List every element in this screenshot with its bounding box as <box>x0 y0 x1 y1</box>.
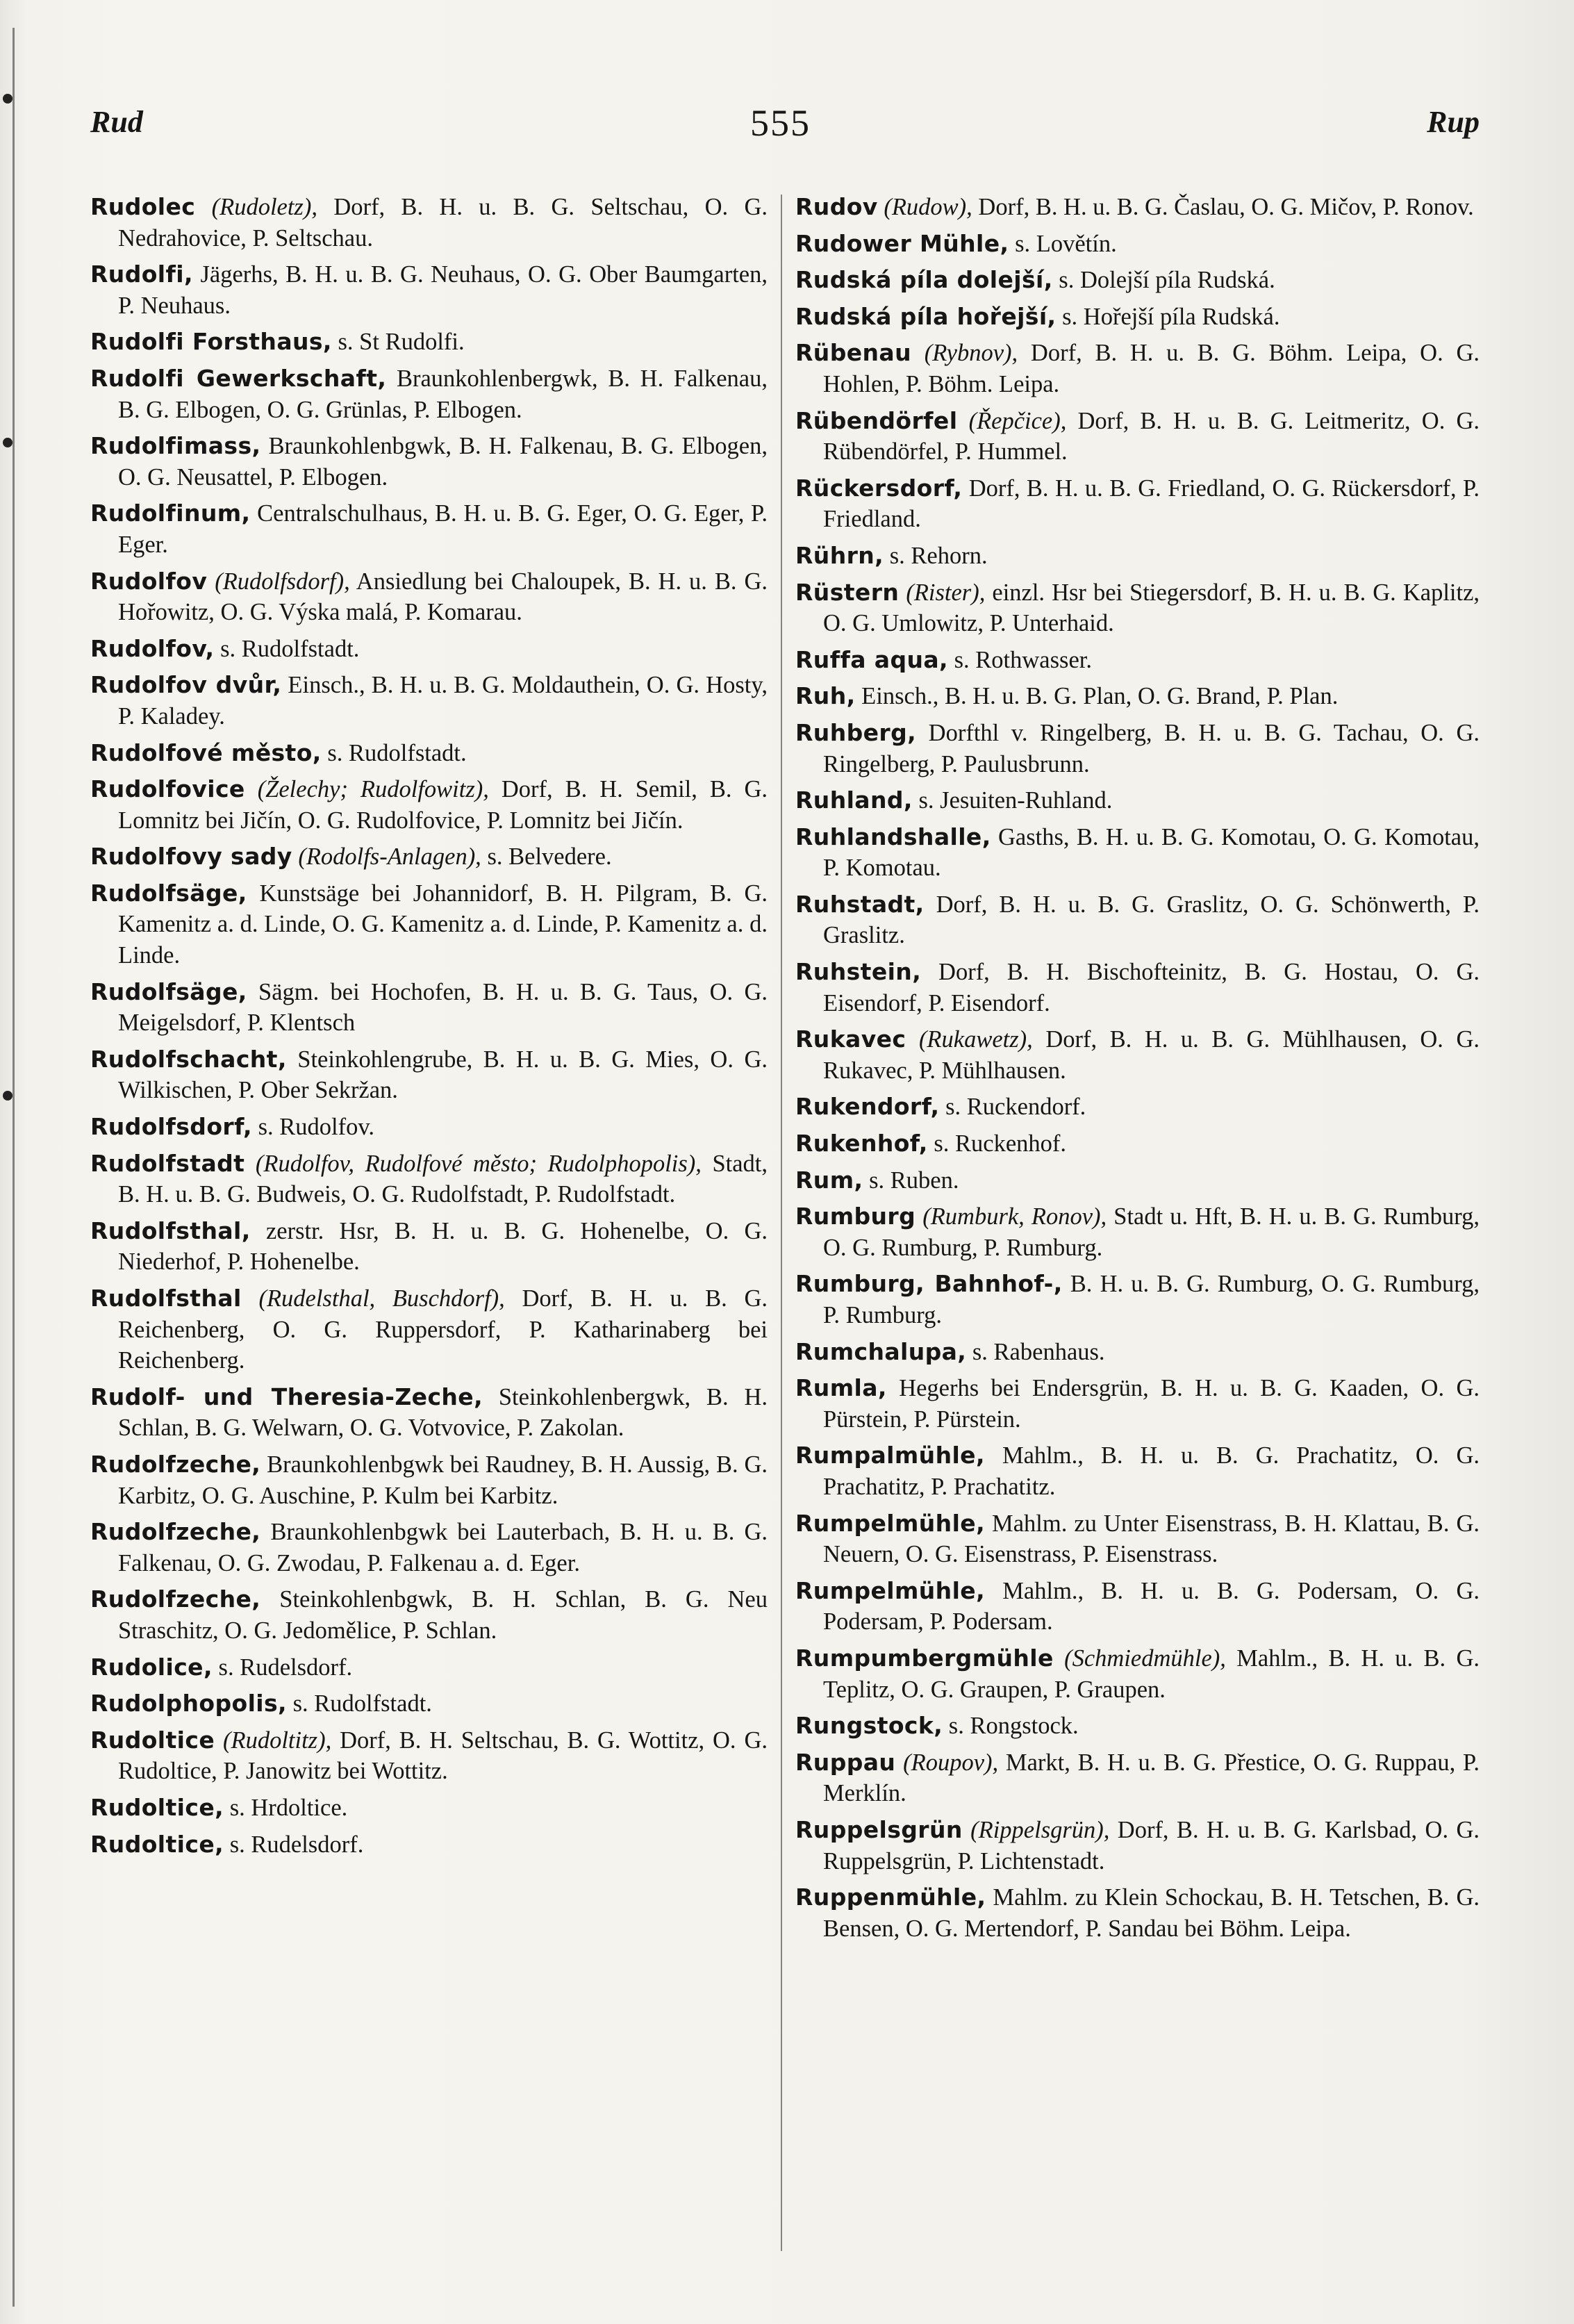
entry-variant-name: (Rumburk, Ronov), <box>922 1203 1107 1230</box>
entry-headword: Ruffa aqua, <box>795 645 948 673</box>
entry-headword: Ruppau <box>795 1748 896 1776</box>
entry-description: Einsch., B. H. u. B. G. Plan, O. G. Brand, P. Plan. <box>855 683 1339 710</box>
gazetteer-entry <box>90 1584 768 1646</box>
entry-headword: Rübendörfel <box>795 406 958 434</box>
entry-description: Hegerhs bei Endersgrün, B. H. u. B. G. Kaaden, O. G. Pürstein, P. Pürstein. <box>823 1375 1480 1433</box>
entry-variant-name: (Roupov), <box>903 1749 999 1776</box>
gazetteer-entry <box>90 670 768 732</box>
entry-variant-name: (Rister), <box>906 579 986 606</box>
entry-headword: Rudolfové město, <box>90 739 322 766</box>
gazetteer-entry <box>795 957 1480 1019</box>
entry-description: Dorf, B. H. u. B. G. Seltschau, O. G. Nedrahovice, P. Seltschau. <box>118 194 768 252</box>
entry-description: s. Rehorn. <box>884 542 988 569</box>
entry-headword: Ruhstadt, <box>795 890 925 918</box>
entry-description: Dorf, B. H. u. B. G. Graslitz, O. G. Schönwerth, P. Graslitz. <box>823 891 1480 949</box>
entry-headword: Rudoltice, <box>90 1793 224 1821</box>
page-number: 555 <box>750 102 811 144</box>
gazetteer-entry <box>795 785 1480 816</box>
gazetteer-entry <box>90 738 768 769</box>
entry-headword: Rudolfsthal, <box>90 1217 251 1244</box>
entry-description: s. Rabenhaus. <box>966 1338 1105 1365</box>
entry-headword: Rudolfimass, <box>90 432 261 460</box>
entry-headword: Ruhland, <box>795 786 913 814</box>
entry-description: Mahlm., B. H. u. B. G. Teplitz, O. G. Graupen, P. Graupen. <box>823 1645 1480 1703</box>
gazetteer-entry <box>90 1283 768 1376</box>
entry-headword: Rudolfsthal <box>90 1285 242 1312</box>
entry-description: s. Rudolfstadt. <box>287 1690 432 1717</box>
gazetteer-entry <box>795 1337 1480 1368</box>
page-edge-line <box>13 28 15 2307</box>
entry-headword: Rudská píla hořejší, <box>795 302 1057 330</box>
entry-description: zerstr. Hsr, B. H. u. B. G. Hohenelbe, O. G. Niederhof, P. Hohenelbe. <box>118 1217 768 1276</box>
entry-description: Kunstsäge bei Johannidorf, B. H. Pilgram, B. G. Kamenitz a. d. Linde, O. G. Kamenitz a. d. Linde, P. Kamenitz a. d. Linde. <box>118 880 768 969</box>
gazetteer-entry <box>795 406 1480 468</box>
entry-headword: Rudolfsäge, <box>90 978 247 1005</box>
gazetteer-entry <box>90 774 768 836</box>
gazetteer-entry <box>795 1128 1480 1160</box>
entry-description: Mahlm., B. H. u. B. G. Prachatitz, O. G. Prachatitz, P. Prachatitz. <box>823 1442 1480 1500</box>
gazetteer-entry <box>795 1508 1480 1570</box>
gazetteer-entry <box>795 338 1480 399</box>
entry-variant-name: (Želechy; Rudolfowitz), <box>257 776 489 803</box>
entry-description: Dorf, B. H. Semil, B. G. Lomnitz bei Jičín, O. G. Rudolfovice, P. Lomnitz bei Jičín. <box>118 776 768 834</box>
entry-headword: Rumburg, Bahnhof-, <box>795 1270 1063 1298</box>
gazetteer-entry <box>90 259 768 321</box>
entry-headword: Rudolphopolis, <box>90 1690 287 1717</box>
entry-headword: Rum, <box>795 1166 863 1194</box>
gazetteer-entry <box>90 1112 768 1143</box>
entry-headword: Rukavec <box>795 1025 906 1053</box>
running-header <box>90 104 1480 153</box>
gazetteer-entry <box>795 1201 1480 1263</box>
entry-headword: Rumla, <box>795 1374 887 1402</box>
gazetteer-entry <box>90 1449 768 1511</box>
gazetteer-entry <box>90 566 768 628</box>
entry-description: Dorf, B. H. u. B. G. Böhm. Leipa, O. G. Hohlen, P. Böhm. Leipa. <box>823 340 1480 397</box>
entry-description: s. Rudelsdorf. <box>212 1654 353 1681</box>
entry-description: Dorf, B. H. u. B. G. Reichenberg, O. G. Ruppersdorf, P. Katharinaberg bei Reichenberg. <box>118 1285 768 1374</box>
entry-description: s. Hořejší píla Rudská. <box>1056 303 1280 330</box>
entry-headword: Rudolfovice <box>90 775 245 803</box>
entry-headword: Rudolfzeche, <box>90 1518 261 1546</box>
entry-headword: Rückersdorf, <box>795 474 963 502</box>
entry-description: einzl. Hsr bei Stiegersdorf, B. H. u. B. G. Kaplitz, O. G. Umlowitz, P. Unterhaid. <box>823 579 1480 637</box>
entry-description: Einsch., B. H. u. B. G. Moldauthein, O. G. Hosty, P. Kaladey. <box>118 672 768 730</box>
gazetteer-entry <box>795 645 1480 676</box>
entry-variant-name: (Rodolfs-Anlagen), <box>298 843 481 871</box>
entry-description: s. Belvedere. <box>481 843 612 871</box>
gazetteer-entry <box>795 681 1480 712</box>
entry-headword: Rudolfov <box>90 567 208 595</box>
entry-description: Dorfthl v. Ringelberg, B. H. u. B. G. Tachau, O. G. Ringelberg, P. Paulusbrunn. <box>823 719 1480 777</box>
gazetteer-entry <box>795 889 1480 951</box>
entry-headword: Ruh, <box>795 682 856 710</box>
left-column <box>90 192 768 1865</box>
entry-description: Steinkohlengrube, B. H. u. B. G. Mies, O. G. Wilkischen, P. Ober Sekržan. <box>118 1046 768 1104</box>
gazetteer-entry <box>795 1269 1480 1330</box>
entry-headword: Rudolfzeche, <box>90 1450 261 1478</box>
gazetteer-entry <box>90 1382 768 1444</box>
gazetteer-entry <box>795 1576 1480 1638</box>
entry-headword: Rudská píla dolejší, <box>795 266 1053 294</box>
binding-mark <box>3 1091 13 1101</box>
entry-headword: Rudov <box>795 193 878 220</box>
gazetteer-entry <box>795 822 1480 884</box>
gazetteer-entry <box>795 265 1480 296</box>
entry-description: Markt, B. H. u. B. G. Přestice, O. G. Ruppau, P. Merklín. <box>823 1749 1480 1807</box>
entry-headword: Rukendorf, <box>795 1093 940 1121</box>
entry-headword: Rumburg <box>795 1203 916 1230</box>
entry-description: Braunkohlenbgwk bei Raudney, B. H. Aussig, B. G. Karbitz, O. G. Auschine, P. Kulm bei Karbitz. <box>118 1451 768 1509</box>
binding-mark <box>3 438 13 447</box>
entry-description: B. H. u. B. G. Rumburg, O. G. Rumburg, P. Rumburg. <box>823 1271 1480 1328</box>
gazetteer-entry <box>795 1815 1480 1877</box>
entry-headword: Rührn, <box>795 541 884 569</box>
entry-description: s. Rudolfov. <box>251 1114 374 1141</box>
entry-headword: Rudolfovy sady <box>90 843 292 871</box>
entry-description: Mahlm., B. H. u. B. G. Podersam, O. G. Podersam, P. Podersam. <box>823 1577 1480 1635</box>
gazetteer-entry <box>90 1725 768 1787</box>
entry-variant-name: (Rukawetz), <box>918 1026 1033 1053</box>
entry-description: Dorf, B. H. u. B. G. Leitmeritz, O. G. Rübendörfel, P. Hummel. <box>823 407 1480 465</box>
entry-headword: Rudolfsäge, <box>90 879 247 907</box>
entry-headword: Rudolfinum, <box>90 500 251 527</box>
entry-variant-name: (Rybnov), <box>924 340 1018 367</box>
gazetteer-entry <box>795 229 1480 260</box>
entry-headword: Rudolice, <box>90 1653 213 1681</box>
gazetteer-entry <box>795 473 1480 535</box>
entry-variant-name: (Rudolfov, Rudolfové město; Rudolphopolis), <box>255 1150 702 1177</box>
entry-description: s. Rudelsdorf. <box>224 1831 364 1858</box>
entry-headword: Rumchalupa, <box>795 1337 967 1365</box>
entry-variant-name: (Rippelsgrün), <box>970 1816 1110 1843</box>
entry-description: Dorf, B. H. u. B. G. Mühlhausen, O. G. Rukavec, P. Mühlhausen. <box>823 1026 1480 1084</box>
entry-description: Mahlm. zu Unter Eisenstrass, B. H. Klattau, B. G. Neuern, O. G. Eisenstrass, P. Eisenstrass. <box>823 1510 1480 1568</box>
entry-variant-name: (Rudoletz), <box>211 194 317 220</box>
entry-headword: Ruppenmühle, <box>795 1884 986 1911</box>
entry-headword: Ruhstein, <box>795 958 922 986</box>
gazetteer-entry <box>90 192 768 254</box>
gazetteer-entry <box>90 977 768 1039</box>
gazetteer-entry <box>90 1044 768 1106</box>
entry-headword: Ruhberg, <box>795 718 917 746</box>
entry-headword: Rukenhof, <box>795 1130 928 1157</box>
gazetteer-entry <box>795 577 1480 639</box>
entry-description: Ansiedlung bei Chaloupek, B. H. u. B. G. Hořowitz, O. G. Výska malá, P. Komarau. <box>118 568 768 626</box>
gazetteer-entry <box>795 1643 1480 1705</box>
gazetteer-entry <box>795 1882 1480 1944</box>
entry-description: Steinkohlenbergwk, B. H. Schlan, B. G. Welwarn, O. G. Votvovice, P. Zakolan. <box>118 1383 768 1442</box>
gazetteer-entry <box>90 841 768 873</box>
entry-description: Sägm. bei Hochofen, B. H. u. B. G. Taus, O. G. Meigelsdorf, P. Klentsch <box>118 978 768 1037</box>
header-right-catchword: Rup <box>1427 105 1480 139</box>
entry-description: Stadt u. Hft, B. H. u. B. G. Rumburg, O. G. Rumburg, P. Rumburg. <box>823 1203 1480 1261</box>
gazetteer-entry <box>90 878 768 971</box>
entry-headword: Rudolfi, <box>90 261 193 288</box>
gazetteer-entry <box>90 498 768 560</box>
entry-description: Mahlm. zu Klein Schockau, B. H. Tetschen, B. G. Bensen, O. G. Mertendorf, P. Sandau bei Böhm. Leipa. <box>823 1884 1480 1942</box>
entry-description: s. Jesuiten-Ruhland. <box>912 787 1113 814</box>
entry-description: Braunkohlenbergwk, B. H. Falkenau, B. G. Elbogen, O. G. Grünlas, P. Elbogen. <box>118 365 768 423</box>
entry-variant-name: (Schmiedmühle), <box>1064 1645 1226 1672</box>
gazetteer-entry <box>795 718 1480 780</box>
entry-headword: Rudolfov, <box>90 634 215 662</box>
entry-description: Stadt, B. H. u. B. G. Budweis, O. G. Rudolfstadt, P. Rudolfstadt. <box>118 1150 768 1208</box>
gazetteer-entry <box>795 1024 1480 1086</box>
entry-headword: Rudolf- und Theresia-Zeche, <box>90 1383 483 1410</box>
entry-headword: Rudolfstadt <box>90 1149 245 1177</box>
column-divider <box>781 195 782 2251</box>
entry-headword: Rumpelmühle, <box>795 1509 986 1537</box>
entry-headword: Ruppelsgrün <box>795 1815 963 1843</box>
entry-headword: Ruhlandshalle, <box>795 823 991 850</box>
entry-description: s. St Rudolfi. <box>331 329 465 356</box>
entry-headword: Rudolfi Gewerkschaft, <box>90 364 387 392</box>
entry-headword: Rudolfzeche, <box>90 1585 261 1613</box>
gazetteer-entry <box>795 1091 1480 1123</box>
entry-variant-name: (Rudolfsdorf), <box>215 568 350 595</box>
entry-headword: Rudolfsdorf, <box>90 1113 252 1141</box>
gazetteer-entry <box>795 541 1480 572</box>
gazetteer-entry <box>795 1747 1480 1809</box>
gazetteer-entry <box>795 1440 1480 1502</box>
entry-description: s. Rudolfstadt. <box>214 635 360 662</box>
entry-headword: Rüstern <box>795 578 900 606</box>
entry-headword: Rungstock, <box>795 1712 943 1740</box>
gazetteer-entry <box>795 1165 1480 1196</box>
entry-headword: Rudoltice, <box>90 1830 224 1858</box>
entry-description: Dorf, B. H. Seltschau, B. G. Wottitz, O. G. Rudoltice, P. Janowitz bei Wottitz. <box>118 1726 768 1785</box>
gazetteer-entry <box>90 327 768 358</box>
entry-variant-name: (Řepčice), <box>968 407 1067 434</box>
gazetteer-entry <box>795 302 1480 333</box>
gazetteer-entry <box>90 1652 768 1683</box>
entry-headword: Rudoltice <box>90 1726 215 1754</box>
entry-description: Braunkohlenbgwk, B. H. Falkenau, B. G. Elbogen, O. G. Neusattel, P. Elbogen. <box>118 433 768 491</box>
entry-description: s. Ruben. <box>863 1167 959 1194</box>
entry-headword: Rumpelmühle, <box>795 1576 986 1604</box>
entry-description: Dorf, B. H. Bischofteinitz, B. G. Hostau, O. G. Eisendorf, P. Eisendorf. <box>823 959 1480 1016</box>
gazetteer-entry <box>795 192 1480 223</box>
entry-description: Jägerhs, B. H. u. B. G. Neuhaus, O. G. Ober Baumgarten, P. Neuhaus. <box>118 261 768 319</box>
gazetteer-entry <box>795 1711 1480 1742</box>
right-column <box>795 192 1480 1950</box>
entry-description: s. Rudolfstadt. <box>321 739 467 766</box>
gazetteer-entry <box>90 363 768 425</box>
gazetteer-entry <box>90 1148 768 1210</box>
entry-headword: Rudolfov dvůr, <box>90 671 282 699</box>
entry-headword: Rumpalmühle, <box>795 1442 985 1469</box>
entry-headword: Rudower Mühle, <box>795 229 1009 257</box>
entry-description: Dorf, B. H. u. B. G. Karlsbad, O. G. Ruppelsgrün, P. Lichtenstadt. <box>823 1816 1480 1874</box>
entry-description: Gasths, B. H. u. B. G. Komotau, O. G. Komotau, P. Komotau. <box>823 823 1480 882</box>
entry-headword: Rudolec <box>90 193 196 220</box>
entry-variant-name: (Rudelsthal, Buschdorf), <box>258 1285 505 1312</box>
entry-description: s. Rothwasser. <box>947 646 1092 673</box>
entry-headword: Rübenau <box>795 339 911 367</box>
gazetteer-entry <box>90 1829 768 1861</box>
entry-description: s. Ruckendorf. <box>939 1094 1086 1121</box>
gazetteer-entry <box>90 1216 768 1278</box>
entry-description: Centralschulhaus, B. H. u. B. G. Eger, O. G. Eger, P. Eger. <box>118 500 768 558</box>
entry-headword: Rudolfschacht, <box>90 1045 287 1073</box>
entry-description: s. Dolejší píla Rudská. <box>1052 267 1275 294</box>
entry-description: s. Rongstock. <box>943 1713 1079 1740</box>
gazetteer-entry <box>90 1517 768 1579</box>
entry-description: Dorf, B. H. u. B. G. Časlau, O. G. Mičov, P. Ronov. <box>972 194 1474 220</box>
entry-description: s. Lovětín. <box>1009 230 1117 257</box>
header-left-catchword: Rud <box>90 105 143 139</box>
entry-headword: Rudolfi Forsthaus, <box>90 328 332 356</box>
gazetteer-entry <box>795 1373 1480 1435</box>
gazetteer-entry <box>90 1793 768 1824</box>
gazetteer-entry <box>90 431 768 493</box>
entry-variant-name: (Rudoltitz), <box>223 1726 332 1754</box>
gazetteer-entry <box>90 634 768 665</box>
entry-description: Dorf, B. H. u. B. G. Friedland, O. G. Rückersdorf, P. Friedland. <box>823 475 1480 533</box>
entry-description: Steinkohlenbgwk, B. H. Schlan, B. G. Neu Straschitz, O. G. Jedomělice, P. Schlan. <box>118 1586 768 1644</box>
gazetteer-entry <box>90 1688 768 1720</box>
entry-headword: Rumpumbergmühle <box>795 1644 1054 1672</box>
entry-description: Braunkohlenbgwk bei Lauterbach, B. H. u. B. G. Falkenau, O. G. Zwodau, P. Falkenau a. d. Eger. <box>118 1519 768 1576</box>
entry-variant-name: (Rudow), <box>884 194 972 220</box>
entry-description: s. Hrdoltice. <box>224 1794 348 1821</box>
binding-mark <box>3 94 13 104</box>
entry-description: s. Ruckenhof. <box>927 1130 1067 1157</box>
